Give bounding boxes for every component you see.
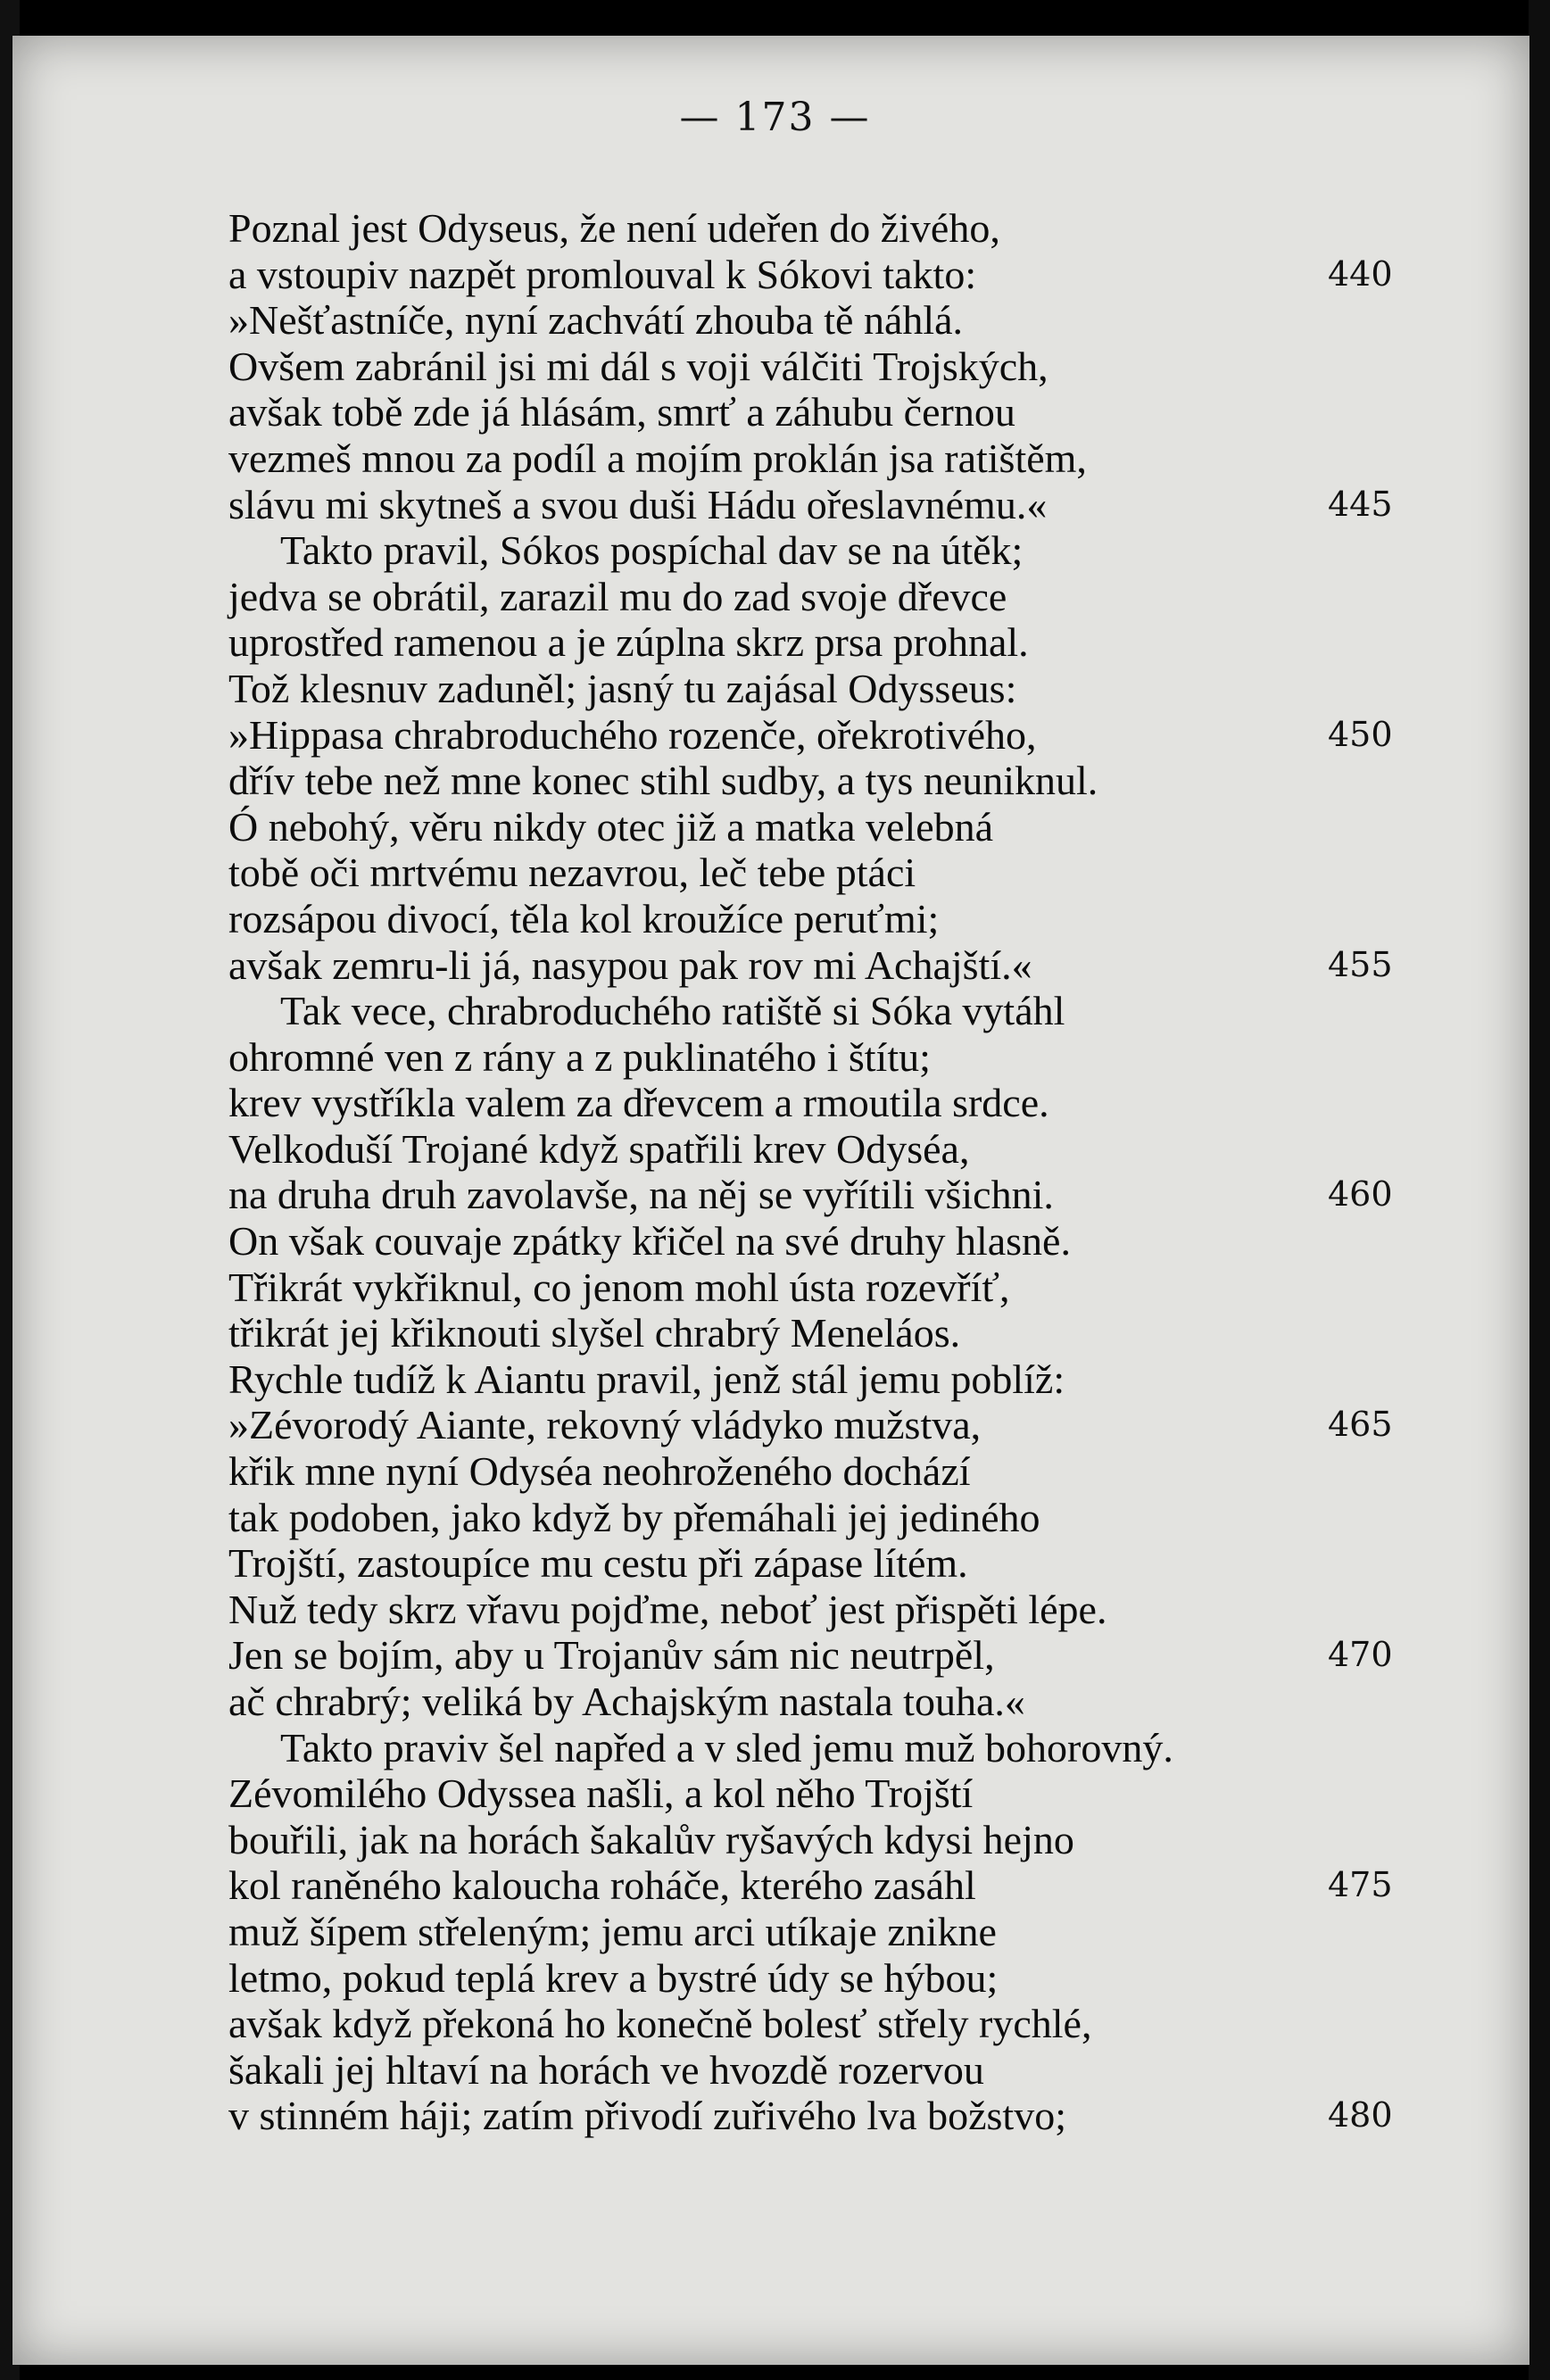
verse-line (228, 942, 1406, 989)
verse-line (228, 1540, 1406, 1587)
verse-text: muž šípem střeleným; jemu arci utíkaje znikne (228, 1908, 997, 1954)
verse-line (228, 1495, 1406, 1541)
verse-block (228, 205, 1406, 2139)
verse-text: Nuž tedy skrz vřavu pojďme, neboť jest přispěti lépe. (228, 1586, 1107, 1632)
verse-text: a vstoupiv nazpět promlouval k Sókovi takto: (228, 251, 977, 297)
verse-line (228, 1955, 1406, 2002)
verse-line (228, 619, 1406, 666)
verse-text: Poznal jest Odyseus, že není udeřen do živého, (228, 205, 1000, 251)
page-number: — 173 — (679, 95, 871, 140)
line-number: 470 (1328, 1635, 1393, 1675)
verse-text: Ovšem zabránil jsi mi dál s voji válčiti Trojských, (228, 343, 1049, 389)
verse-text: On však couvaje zpátky křičel na své druhy hlasně. (228, 1218, 1071, 1265)
verse-text: avšak tobě zde já hlásám, smrť a záhubu černou (228, 389, 1015, 435)
verse-text: Rychle tudíž k Aiantu pravil, jenž stál jemu poblíž: (228, 1356, 1065, 1402)
verse-text: »Hippasa chrabroduchého rozenče, ořekrotivého, (228, 711, 1037, 758)
verse-line (228, 1034, 1406, 1081)
verse-text: bouřili, jak na horách šakalův ryšavých kdysi hejno (228, 1816, 1074, 1862)
verse-text: avšak když překoná ho konečně bolesť střely rychlé, (228, 2001, 1092, 2047)
verse-line (228, 297, 1406, 344)
verse-text: »Nešťastníče, nyní zachvátí zhouba tě náhlá. (228, 297, 964, 344)
verse-line (228, 1770, 1406, 1817)
verse-text: letmo, pokud teplá krev a bystré údy se hýbou; (228, 1954, 999, 2001)
verse-line (228, 1356, 1406, 1403)
scan-edge-right (1529, 0, 1550, 2380)
line-number: 465 (1328, 1405, 1393, 1445)
line-number: 445 (1328, 484, 1393, 524)
verse-line (228, 1679, 1406, 1725)
verse-line (228, 2047, 1406, 2094)
verse-line (228, 1909, 1406, 1955)
verse-text: Zévomilého Odyssea našli, a kol něho Trojští (228, 1770, 974, 1817)
verse-text: na druha druh zavolavše, na něj se vyřítili všichni. (228, 1172, 1054, 1218)
verse-line (228, 804, 1406, 850)
verse-text: dřív tebe než mne konec stihl sudby, a tys neuniknul. (228, 758, 1098, 804)
verse-text: kol raněného kaloucha roháče, kterého zasáhl (228, 1862, 976, 1909)
verse-text: šakali jej hltaví na horách ve hvozdě rozervou (228, 2046, 984, 2093)
verse-line (228, 344, 1406, 390)
verse-line (228, 1126, 1406, 1173)
verse-line (228, 574, 1406, 620)
verse-text: rozsápou divocí, těla kol kroužíce peruťmi; (228, 895, 940, 941)
verse-line (228, 527, 1406, 574)
line-number: 475 (1328, 1865, 1393, 1905)
line-number: 440 (1328, 253, 1393, 294)
verse-line (228, 1402, 1406, 1448)
verse-text: Trojští, zastoupíce mu cestu při zápase lítém. (228, 1540, 968, 1587)
verse-line (228, 1862, 1406, 1909)
verse-text: v stinném háji; zatím přivodí zuřivého lva božstvo; (228, 2093, 1066, 2139)
line-number: 450 (1328, 714, 1393, 754)
verse-line (228, 988, 1406, 1034)
verse-text: ač chrabrý; veliká by Achajským nastala touha.« (228, 1679, 1025, 1724)
line-number: 455 (1328, 944, 1393, 984)
verse-line (228, 2001, 1406, 2047)
verse-line (228, 1218, 1406, 1265)
verse-text: Třikrát vykřiknul, co jenom mohl ústa rozevříť, (228, 1264, 1010, 1310)
verse-text: avšak zemru-li já, nasypou pak rov mi Achajští.« (228, 941, 1032, 988)
verse-text: Takto praviv šel napřed a v sled jemu muž bohorovný. (280, 1724, 1173, 1770)
verse-line (228, 666, 1406, 712)
verse-line (228, 1265, 1406, 1311)
verse-line (228, 252, 1406, 298)
verse-text: třikrát jej křiknouti slyšel chrabrý Meneláos. (228, 1310, 961, 1356)
verse-line (228, 2093, 1406, 2139)
verse-line (228, 205, 1406, 252)
verse-line (228, 482, 1406, 528)
verse-text: Velkoduší Trojané když spatřili krev Odyséa, (228, 1125, 970, 1172)
verse-line (228, 712, 1406, 759)
verse-text: krev vystříkla valem za dřevcem a rmoutila srdce. (228, 1080, 1049, 1126)
verse-line (228, 1587, 1406, 1633)
verse-line (228, 758, 1406, 804)
verse-line (228, 850, 1406, 896)
verse-line (228, 896, 1406, 942)
verse-text: Tak vece, chrabroduchého ratiště si Sóka vytáhl (280, 988, 1065, 1034)
verse-text: tak podoben, jako když by přemáhali jej jediného (228, 1494, 1040, 1540)
verse-line (228, 1817, 1406, 1863)
verse-line (228, 435, 1406, 482)
verse-text: slávu mi skytneš a svou duši Hádu ořeslavnému.« (228, 481, 1048, 527)
verse-text: Ó nebohý, věru nikdy otec již a matka velebná (228, 803, 994, 850)
verse-line (228, 1310, 1406, 1356)
verse-line (228, 1448, 1406, 1495)
verse-line (228, 1725, 1406, 1771)
verse-text: vezmeš mnou za podíl a mojím proklán jsa ratištěm, (228, 435, 1087, 481)
verse-text: »Zévorodý Aiante, rekovný vládyko mužstva, (228, 1402, 982, 1448)
line-number: 460 (1328, 1174, 1393, 1215)
verse-text: Jen se bojím, aby u Trojanův sám nic neutrpěl, (228, 1632, 995, 1679)
verse-line (228, 389, 1406, 435)
verse-line (228, 1632, 1406, 1679)
verse-line (228, 1172, 1406, 1218)
verse-line (228, 1080, 1406, 1126)
line-number: 480 (1328, 2095, 1393, 2135)
verse-text: ohromné ven z rány a z puklinatého i štítu; (228, 1033, 931, 1080)
verse-text: jedva se obrátil, zarazil mu do zad svoje dřevce (228, 573, 1007, 619)
verse-text: Tož klesnuv zaduněl; jasný tu zajásal Odysseus: (228, 665, 1017, 711)
verse-text: křik mne nyní Odyséa neohroženého dochází (228, 1448, 971, 1495)
verse-text: tobě oči mrtvému nezavrou, leč tebe ptáci (228, 850, 916, 896)
verse-text: Takto pravil, Sókos pospíchal dav se na útěk; (280, 527, 1024, 574)
verse-text: uprostřed ramenou a je zúplna skrz prsa prohnal. (228, 619, 1029, 666)
